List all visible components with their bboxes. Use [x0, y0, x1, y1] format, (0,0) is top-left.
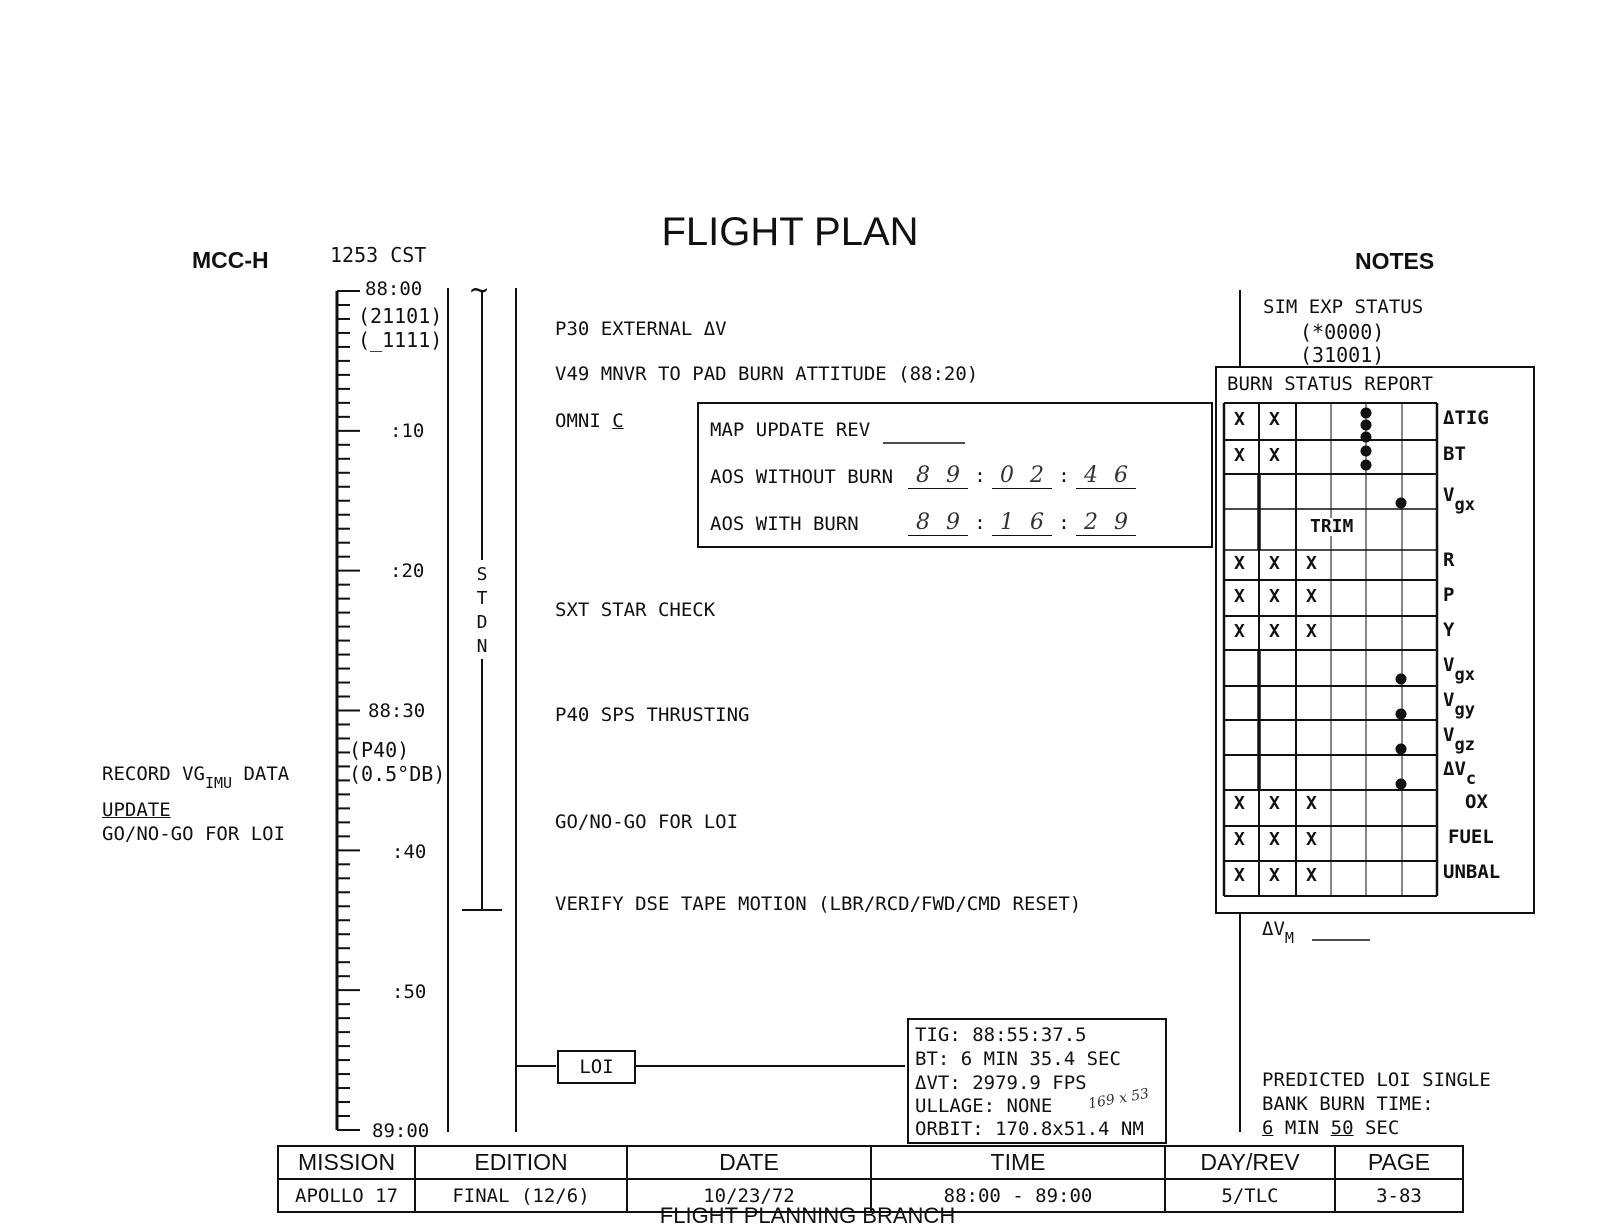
station-stdn: S T D N — [476, 564, 488, 657]
status-row-label: BT — [1443, 443, 1466, 465]
footer-header-page: PAGE — [1335, 1146, 1463, 1179]
footer-header-edition: EDITION — [415, 1146, 627, 1179]
status-dot — [1397, 499, 1406, 508]
notes-heading: NOTES — [1355, 248, 1435, 274]
status-row-label: P — [1443, 584, 1455, 606]
time-40: :40 — [392, 841, 427, 863]
x-mark: X — [1306, 829, 1317, 850]
update-note: UPDATE — [102, 799, 171, 821]
burn-orbit: ORBIT: 170.8x51.4 NM — [915, 1118, 1144, 1140]
x-mark: X — [1234, 621, 1245, 642]
status-dot — [1362, 421, 1371, 430]
status-row-label: R — [1443, 549, 1455, 571]
burn-bt: BT: 6 MIN 35.4 SEC — [915, 1048, 1121, 1070]
sim-exp-code-1: (*0000) — [1300, 320, 1385, 344]
page-title: FLIGHT PLAN — [661, 210, 919, 254]
aos-without-burn-value: 8 9 : 0 2 : 4 6 — [908, 463, 1136, 489]
x-mark: X — [1306, 865, 1317, 886]
x-mark: X — [1234, 409, 1245, 430]
status-row-label: ΔTIG — [1443, 407, 1489, 429]
predicted-loi-line-1: PREDICTED LOI SINGLE — [1262, 1069, 1491, 1091]
x-mark: X — [1234, 586, 1245, 607]
x-mark: X — [1306, 586, 1317, 607]
dsky-code-mid-1: (P40) — [349, 738, 410, 762]
x-mark: X — [1306, 793, 1317, 814]
x-mark: X — [1306, 553, 1317, 574]
burn-ullage: ULLAGE: NONE — [915, 1095, 1053, 1117]
status-dot — [1397, 675, 1406, 684]
footer-header-dayrev: DAY/REV — [1165, 1146, 1335, 1179]
cst-time: 1253 CST — [330, 243, 427, 267]
time-88-30: 88:30 — [368, 700, 426, 722]
x-mark: X — [1234, 793, 1245, 814]
sim-exp-status: SIM EXP STATUS — [1263, 296, 1424, 318]
x-mark: X — [1269, 793, 1280, 814]
burn-tig: TIG: 88:55:37.5 — [915, 1024, 1087, 1046]
status-dot — [1362, 447, 1371, 456]
x-mark: X — [1234, 553, 1245, 574]
station-tilde: ~ — [470, 273, 489, 308]
activity-sxt: SXT STAR CHECK — [555, 599, 716, 621]
time-10: :10 — [390, 420, 425, 442]
map-update-rev-label: MAP UPDATE REV — [710, 419, 871, 441]
aos-without-burn-label: AOS WITHOUT BURN — [710, 466, 894, 488]
footer-edition: FINAL (12/6) — [415, 1179, 627, 1212]
footer-mission: APOLLO 17 — [278, 1179, 415, 1212]
time-88-00: 88:00 — [365, 278, 423, 300]
activity-omni: OMNI C — [555, 410, 624, 432]
burn-dvt: ΔVT: 2979.9 FPS — [915, 1072, 1087, 1094]
status-row-label: Vgy — [1443, 689, 1475, 720]
x-mark: X — [1269, 865, 1280, 886]
burn-ullage-handwriting: 169 x 53 — [1087, 1085, 1151, 1113]
status-row-label: Vgz — [1443, 724, 1475, 755]
x-mark: X — [1269, 586, 1280, 607]
x-mark: X — [1269, 829, 1280, 850]
status-row-label: Vgx — [1443, 484, 1475, 515]
time-89-00: 89:00 — [372, 1120, 430, 1142]
status-row-label: Y — [1443, 619, 1455, 641]
x-mark: X — [1269, 409, 1280, 430]
activity-p40: P40 SPS THRUSTING — [555, 704, 750, 726]
status-dot — [1362, 409, 1371, 418]
delta-vm: $\Delta V_M$ — [1262, 918, 1294, 947]
footer-date: 10/23/72 — [627, 1179, 871, 1212]
gonogo-note: GO/NO-GO FOR LOI — [102, 823, 286, 845]
activity-p30: P30 EXTERNAL ΔV — [555, 318, 727, 340]
activity-dse: VERIFY DSE TAPE MOTION (LBR/RCD/FWD/CMD RESET) — [555, 893, 1082, 915]
x-mark: X — [1234, 829, 1245, 850]
trim-label: TRIM — [1306, 518, 1357, 536]
footer-dayrev: 5/TLC — [1165, 1179, 1335, 1212]
status-row-label: UNBAL — [1443, 861, 1501, 883]
aos-with-burn-value: 8 9 : 1 6 : 2 9 — [908, 510, 1136, 536]
x-mark: X — [1306, 621, 1317, 642]
dsky-code-top-1: (21101) — [358, 304, 443, 328]
x-mark: X — [1234, 445, 1245, 466]
status-dot — [1397, 710, 1406, 719]
status-dot — [1397, 780, 1406, 789]
footer-header-date: DATE — [627, 1146, 871, 1179]
time-50: :50 — [392, 981, 427, 1003]
x-mark: X — [1234, 865, 1245, 886]
sim-exp-code-2: (31001) — [1300, 343, 1385, 367]
footer-time: 88:00 - 89:00 — [871, 1179, 1165, 1212]
status-dot — [1397, 745, 1406, 754]
dsky-code-top-2: (_1111) — [358, 328, 443, 352]
predicted-loi-line-2: BANK BURN TIME: — [1262, 1093, 1434, 1115]
predicted-loi-line-3: 6 MIN 50 SEC — [1262, 1117, 1400, 1139]
aos-with-burn-label: AOS WITH BURN — [710, 513, 859, 535]
footer-header-time: TIME — [871, 1146, 1165, 1179]
x-mark: X — [1269, 553, 1280, 574]
activity-gonogo: GO/NO-GO FOR LOI — [555, 811, 739, 833]
burn-status-report-title: BURN STATUS REPORT — [1227, 373, 1433, 395]
status-row-label: Vgx — [1443, 654, 1475, 685]
status-row-label: FUEL — [1448, 826, 1494, 848]
footer-page: 3-83 — [1335, 1179, 1463, 1212]
mcc-h-label: MCC-H — [192, 247, 269, 273]
dsky-code-mid-2: (0.5°DB) — [349, 762, 446, 786]
status-dot — [1362, 433, 1371, 442]
time-20: :20 — [390, 560, 425, 582]
record-vg-note: RECORD $VG_{IMU}$ DATA — [102, 763, 290, 792]
status-row-label: ΔVc — [1443, 758, 1477, 789]
footer-header-mission: MISSION — [278, 1146, 415, 1179]
x-mark: X — [1269, 445, 1280, 466]
activity-v49: V49 MNVR TO PAD BURN ATTITUDE (88:20) — [555, 363, 979, 385]
status-dot — [1362, 461, 1371, 470]
status-row-label: OX — [1465, 791, 1488, 813]
loi-event-box: LOI — [557, 1050, 636, 1084]
footer-branch: FLIGHT PLANNING BRANCH — [659, 1203, 956, 1228]
x-mark: X — [1269, 621, 1280, 642]
